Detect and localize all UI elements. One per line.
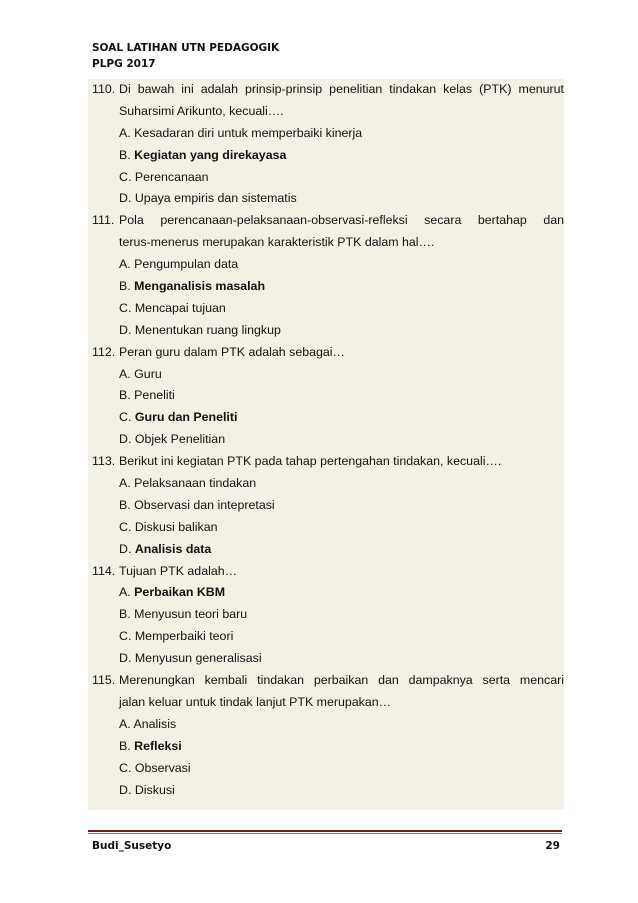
- question-line: [88, 210, 564, 232]
- answer-option: [88, 167, 564, 189]
- question-line: [88, 101, 564, 123]
- option-letter: A.: [119, 125, 131, 140]
- question-item: [88, 342, 564, 451]
- option-text: Upaya empiris dan sistematis: [134, 191, 297, 206]
- question-line: [88, 232, 564, 254]
- option-letter: B.: [119, 607, 131, 622]
- question-number: 115.: [92, 673, 116, 688]
- option-letter: B.: [119, 738, 131, 753]
- answer-option: [88, 582, 564, 604]
- answer-option: [88, 758, 564, 780]
- option-text: Pengumpulan data: [134, 257, 239, 272]
- option-content: [119, 364, 564, 386]
- question-line: [88, 79, 564, 101]
- answer-option: [88, 276, 564, 298]
- option-letter: D.: [119, 432, 132, 447]
- option-letter: A.: [119, 585, 131, 600]
- option-content: [119, 407, 564, 429]
- question-item: [88, 561, 564, 670]
- answer-option: [88, 364, 564, 386]
- option-content: [119, 604, 564, 626]
- option-content: [119, 188, 564, 210]
- option-content: [119, 145, 564, 167]
- option-letter: D.: [119, 782, 132, 797]
- option-text: Kesadaran diri untuk memperbaiki kinerja: [134, 125, 363, 140]
- answer-option: [88, 736, 564, 758]
- question-line: [88, 670, 564, 692]
- option-content: [119, 123, 564, 145]
- option-content: [119, 254, 564, 276]
- option-letter: C.: [119, 760, 132, 775]
- answer-option: [88, 254, 564, 276]
- question-text: Tujuan PTK adalah…: [119, 563, 238, 578]
- question-number: 112.: [92, 344, 116, 359]
- option-letter: D.: [119, 541, 132, 556]
- answer-option: [88, 429, 564, 451]
- question-item: [88, 451, 564, 560]
- option-text: Pelaksanaan tindakan: [134, 476, 257, 491]
- option-content: [119, 582, 564, 604]
- question-text: Di bawah ini adalah prinsip-prinsip penelitian tindakan kelas (PTK) menurut: [119, 82, 564, 96]
- question-list: [88, 79, 564, 801]
- option-letter: C.: [119, 519, 132, 534]
- correct-answer-text: Analisis data: [134, 541, 212, 556]
- option-content: [119, 495, 564, 517]
- question-text: Pola perencanaan-pelaksanaan-observasi-refleksi secara bertahap dan: [119, 213, 564, 228]
- question-item: [88, 670, 564, 801]
- question-text: Suharsimi Arikunto, kecuali….: [119, 103, 284, 118]
- answer-option: [88, 517, 564, 539]
- question-text: terus-menerus merupakan karakteristik PTK dalam hal….: [119, 235, 435, 250]
- answer-option: [88, 604, 564, 626]
- option-letter: D.: [119, 191, 132, 206]
- answer-option: [88, 714, 564, 736]
- answer-option: [88, 145, 564, 167]
- question-line: [88, 692, 564, 714]
- option-content: [119, 539, 564, 561]
- answer-option: [88, 648, 564, 670]
- option-letter: B.: [119, 388, 131, 403]
- question-number: 111.: [92, 213, 115, 228]
- footer-author: Budi_Susetyo: [92, 840, 172, 852]
- option-text: Perencanaan: [134, 169, 209, 184]
- question-line: [88, 561, 564, 583]
- answer-option: [88, 385, 564, 407]
- option-content: [119, 714, 564, 736]
- option-text: Peneliti: [134, 388, 175, 403]
- option-letter: A.: [119, 716, 131, 731]
- answer-option: [88, 320, 564, 342]
- option-content: [119, 780, 564, 802]
- option-text: Menyusun generalisasi: [134, 651, 262, 666]
- option-content: [119, 758, 564, 780]
- option-letter: D.: [119, 322, 132, 337]
- answer-option: [88, 495, 564, 517]
- option-content: [119, 320, 564, 342]
- page-number: 29: [545, 840, 560, 852]
- option-letter: C.: [119, 410, 132, 425]
- option-content: [119, 385, 564, 407]
- option-text: Diskusi: [134, 782, 175, 797]
- question-item: [88, 210, 564, 341]
- option-letter: C.: [119, 300, 132, 315]
- option-content: [119, 736, 564, 758]
- option-letter: A.: [119, 257, 131, 272]
- option-text: Guru: [134, 366, 162, 381]
- option-content: [119, 517, 564, 539]
- answer-option: [88, 407, 564, 429]
- option-text: Observasi: [134, 760, 191, 775]
- correct-answer-text: Refleksi: [134, 738, 182, 753]
- option-letter: B.: [119, 279, 131, 294]
- correct-answer-text: Kegiatan yang direkayasa: [134, 147, 287, 162]
- option-content: [119, 167, 564, 189]
- option-text: Observasi dan intepretasi: [134, 497, 275, 512]
- question-number: 110.: [92, 82, 116, 96]
- question-text: Peran guru dalam PTK adalah sebagai…: [119, 344, 345, 359]
- option-letter: A.: [119, 476, 131, 491]
- question-item: [88, 79, 564, 210]
- answer-option: [88, 473, 564, 495]
- question-text: Berikut ini kegiatan PTK pada tahap pertengahan tindakan, kecuali….: [119, 454, 502, 469]
- correct-answer-text: Guru dan Peneliti: [134, 410, 238, 425]
- answer-option: [88, 188, 564, 210]
- option-text: Objek Penelitian: [134, 432, 226, 447]
- question-text: jalan keluar untuk tindak lanjut PTK merupakan…: [119, 694, 392, 709]
- correct-answer-text: Perbaikan KBM: [134, 585, 226, 600]
- answer-option: [88, 539, 564, 561]
- option-letter: B.: [119, 147, 131, 162]
- answer-option: [88, 298, 564, 320]
- question-text: Merenungkan kembali tindakan perbaikan dan dampaknya serta mencari: [119, 673, 564, 688]
- question-number: 113.: [92, 454, 116, 469]
- option-text: Memperbaiki teori: [134, 629, 234, 644]
- answer-option: [88, 626, 564, 648]
- option-text: Mencapai tujuan: [134, 300, 226, 315]
- option-content: [119, 276, 564, 298]
- option-content: [119, 298, 564, 320]
- option-content: [119, 473, 564, 495]
- option-letter: C.: [119, 169, 132, 184]
- option-text: Diskusi balikan: [134, 519, 218, 534]
- option-text: Menyusun teori baru: [134, 607, 248, 622]
- answer-option: [88, 123, 564, 145]
- option-content: [119, 626, 564, 648]
- correct-answer-text: Menganalisis masalah: [134, 279, 266, 294]
- page-header: [92, 40, 279, 72]
- question-line: [88, 342, 564, 364]
- option-content: [119, 429, 564, 451]
- header-subtitle: PLPG 2017: [92, 58, 156, 70]
- option-content: [119, 648, 564, 670]
- option-letter: C.: [119, 629, 132, 644]
- header-title: SOAL LATIHAN UTN PEDAGOGIK: [92, 42, 280, 54]
- question-line: [88, 451, 564, 473]
- question-number: 114.: [92, 563, 116, 578]
- footer-rule: [88, 830, 562, 832]
- option-text: Analisis: [133, 716, 177, 731]
- option-letter: B.: [119, 497, 131, 512]
- footer-rule-thin: [88, 833, 562, 834]
- option-letter: D.: [119, 651, 132, 666]
- option-letter: A.: [119, 366, 131, 381]
- option-text: Menentukan ruang lingkup: [134, 322, 281, 337]
- answer-option: [88, 780, 564, 802]
